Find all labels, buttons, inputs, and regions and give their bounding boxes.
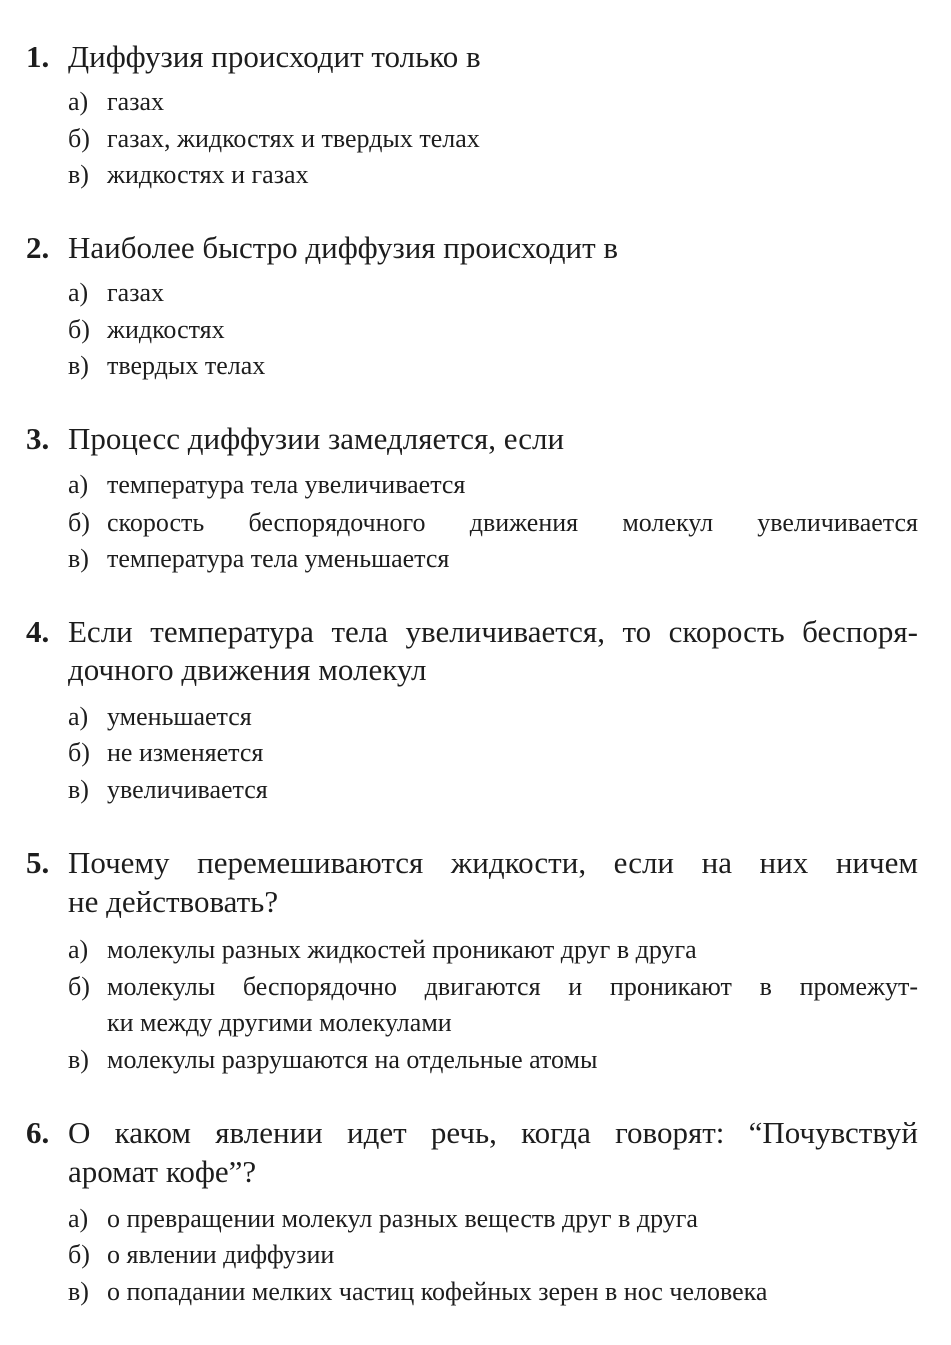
option-letter: в)	[68, 351, 89, 380]
option-text: жидкостях и газах	[107, 160, 309, 189]
option-letter: а)	[68, 702, 89, 731]
option-text: ки между другими молекулами	[107, 1008, 452, 1037]
question-text: Диффузия происходит только в	[68, 39, 481, 74]
question-text: аромат кофе”?	[68, 1154, 257, 1189]
option-letter: а)	[68, 278, 89, 307]
option-letter: б)	[68, 738, 90, 767]
option-letter: а)	[68, 935, 89, 964]
option-letter: б)	[68, 315, 90, 344]
option-text: температура тела уменьшается	[107, 544, 450, 573]
option-text: газах	[107, 278, 165, 307]
question-text: Если температура тела увеличивается, то скорость беспоря-	[68, 614, 918, 649]
option-letter: в)	[68, 160, 89, 189]
question-text: Процесс диффузии замедляется, если	[68, 421, 565, 456]
option-letter: б)	[68, 124, 90, 153]
question-number: 1.	[26, 39, 50, 74]
option-text: увеличивается	[107, 775, 268, 804]
option-text: газах	[107, 87, 165, 116]
option-text: молекулы беспорядочно двигаются и проникают в промежут-	[107, 972, 918, 1001]
option-letter: а)	[68, 1204, 89, 1233]
option-letter: б)	[68, 972, 90, 1001]
option-text: жидкостях	[107, 315, 225, 344]
option-letter: в)	[68, 544, 89, 573]
question-text: дочного движения молекул	[68, 652, 427, 687]
option-text: твердых телах	[107, 351, 266, 380]
option-letter: а)	[68, 87, 89, 116]
question-number: 3.	[26, 421, 50, 456]
option-text: скорость беспорядочного движения молекул увеличивается	[107, 508, 918, 537]
question-number: 4.	[26, 614, 50, 649]
question-text: О каком явлении идет речь, когда говорят: “Почувствуй	[68, 1115, 918, 1150]
option-text: молекулы разных жидкостей проникают друг в друга	[107, 935, 697, 964]
option-letter: б)	[68, 508, 90, 537]
option-text: о явлении диффузии	[107, 1240, 335, 1269]
option-text: не изменяется	[107, 738, 264, 767]
option-text: о превращении молекул разных веществ друг в друга	[107, 1204, 698, 1233]
question-text: не действовать?	[68, 884, 279, 919]
question-text: Наиболее быстро диффузия происходит в	[68, 230, 619, 265]
option-letter: в)	[68, 1277, 89, 1306]
option-text: газах, жидкостях и твердых телах	[107, 124, 480, 153]
question-number: 5.	[26, 845, 50, 880]
option-text: температура тела увеличивается	[107, 470, 466, 499]
option-text: о попадании мелких частиц кофейных зерен в нос человека	[107, 1277, 768, 1306]
option-text: молекулы разрушаются на отдельные атомы	[107, 1045, 598, 1074]
option-letter: б)	[68, 1240, 90, 1269]
option-letter: а)	[68, 470, 89, 499]
option-text: уменьшается	[107, 702, 252, 731]
option-letter: в)	[68, 1045, 89, 1074]
question-number: 2.	[26, 230, 50, 265]
question-number: 6.	[26, 1115, 50, 1150]
option-letter: в)	[68, 775, 89, 804]
question-text: Почему перемешиваются жидкости, если на них ничем	[68, 845, 918, 880]
